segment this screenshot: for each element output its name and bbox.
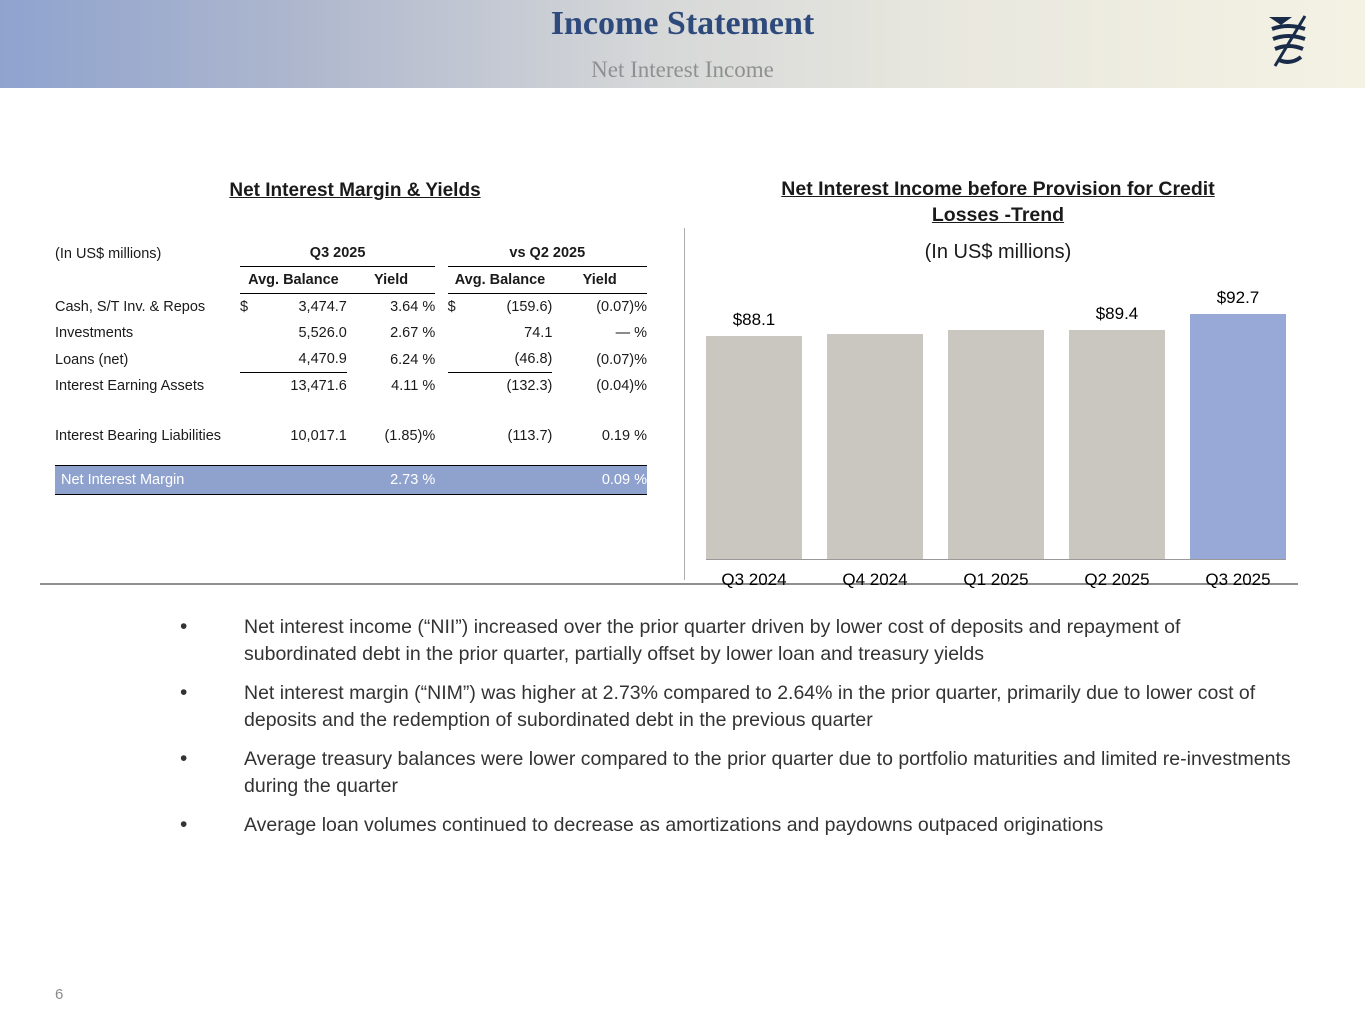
bar-q3-2024 [706, 336, 802, 559]
avg-balance-value: 13,471.6 [290, 378, 347, 394]
bar-group [948, 304, 1044, 559]
yield-value: 0.19 % [601, 428, 647, 444]
nii-trend-chart-section [702, 176, 1294, 590]
page-title: Income Statement [550, 5, 815, 42]
yield-value: (0.04)% [596, 378, 647, 394]
bar-data-label: $89.4 [1095, 303, 1139, 323]
avg-balance-value: (113.7) [507, 428, 553, 444]
avg-balance-value: 74.1 [524, 325, 553, 341]
table-column-header-row [55, 267, 647, 294]
bar-q2-2025 [1069, 330, 1165, 559]
row-label: Loans (net) [55, 351, 129, 368]
yield-value: 4.11 % [391, 378, 436, 394]
yield-value: 2.67 % [390, 325, 436, 341]
units-label: (In US$ millions) [55, 245, 162, 262]
table-group-header-row [55, 240, 647, 267]
header-band [0, 0, 1365, 88]
yield-value: 2.73 % [347, 465, 435, 494]
yield-value: 3.64 % [390, 299, 436, 315]
chart-units-label: (In US$ millions) [924, 240, 1072, 263]
row-label: Cash, S/T Inv. & Repos [55, 299, 206, 315]
avg-balance-value: 10,017.1 [290, 428, 347, 444]
bullet-item: • Net interest margin (“NIM”) was higher at 2.73% compared to 2.64% in the prior quarter, primarily due to lower cost of deposits and the redemption of subordinated debt in the previous quarter [178, 680, 1296, 733]
bullet-item: • Average treasury balances were lower compared to the prior quarter due to portfolio maturities and limited re-investments during the quarter [178, 746, 1296, 799]
bar-q4-2024 [827, 334, 923, 559]
spacer-row [55, 399, 647, 423]
yield-value: (0.07)% [596, 351, 647, 368]
row-label: Investments [55, 325, 134, 341]
x-axis-labels [706, 570, 1286, 590]
col-header-yield-1: Yield [347, 267, 435, 294]
row-label: Interest Bearing Liabilities [55, 428, 222, 444]
spacer-row [55, 449, 647, 465]
bar-group [1190, 288, 1286, 559]
column-gap [435, 240, 447, 267]
x-axis-label: Q1 2025 [963, 569, 1029, 589]
avg-balance-value: (132.3) [506, 378, 553, 394]
net-interest-margin-row [55, 465, 647, 494]
table-row [55, 320, 647, 346]
bar-group [827, 308, 923, 559]
page-number: 6 [55, 986, 64, 1003]
x-axis-label: Q3 2024 [721, 569, 787, 589]
row-label: Interest Earning Assets [55, 378, 205, 394]
chart-title: Net Interest Income before Provision for Credit Losses -Trend [781, 178, 1215, 227]
row-label: Net Interest Margin [55, 465, 347, 494]
x-axis-label: Q4 2024 [842, 569, 908, 589]
bullet-item: • Average loan volumes continued to decrease as amortizations and paydowns outpaced originations [178, 812, 1296, 839]
bar-data-label: $92.7 [1216, 287, 1260, 307]
currency-sign: $ [447, 299, 456, 315]
table-row [55, 294, 647, 321]
griffin-logo-icon [1259, 12, 1313, 70]
bar-chart [706, 268, 1286, 560]
group-header-vs-q2-2025: vs Q2 2025 [448, 240, 647, 267]
x-axis-label: Q3 2025 [1205, 569, 1271, 589]
col-header-avg-balance-2: Avg. Balance [448, 267, 553, 294]
col-header-yield-2: Yield [552, 267, 647, 294]
group-header-q3-2025: Q3 2025 [240, 240, 435, 267]
table-row [55, 423, 647, 449]
avg-balance-value: (46.8) [464, 346, 552, 373]
bar-q3-2025 [1190, 314, 1286, 559]
bullet-item: • Net interest income (“NII”) increased over the prior quarter driven by lower cost of deposits and repayment of subordinated debt in the prior quarter, partially offset by lower loan and treasury yields [178, 614, 1296, 667]
bar-group [706, 310, 802, 559]
commentary-section [178, 614, 1296, 852]
col-header-avg-balance-1: Avg. Balance [240, 267, 347, 294]
table-row [55, 346, 647, 373]
avg-balance-value: (159.6) [506, 299, 553, 315]
vertical-divider [684, 228, 685, 580]
avg-balance-value: 4,470.9 [256, 346, 346, 373]
page-subtitle: Net Interest Income [591, 57, 774, 82]
yield-value: (1.85)% [384, 428, 436, 444]
yield-value: (0.07)% [596, 299, 647, 315]
bar-q1-2025 [948, 330, 1044, 559]
nim-table [55, 240, 647, 495]
avg-balance-value: 3,474.7 [298, 299, 347, 315]
bar-data-label: $88.1 [732, 309, 776, 329]
x-axis-label: Q2 2025 [1084, 569, 1150, 589]
table-row [55, 373, 647, 400]
nim-table-section [55, 180, 655, 495]
yield-value: 6.24 % [390, 351, 436, 368]
currency-sign: $ [240, 299, 249, 315]
yield-value: — % [615, 325, 647, 341]
yield-value: 0.09 % [552, 465, 647, 494]
bar-group [1069, 304, 1165, 559]
avg-balance-value: 5,526.0 [298, 325, 347, 341]
nim-table-title: Net Interest Margin & Yields [229, 180, 481, 201]
